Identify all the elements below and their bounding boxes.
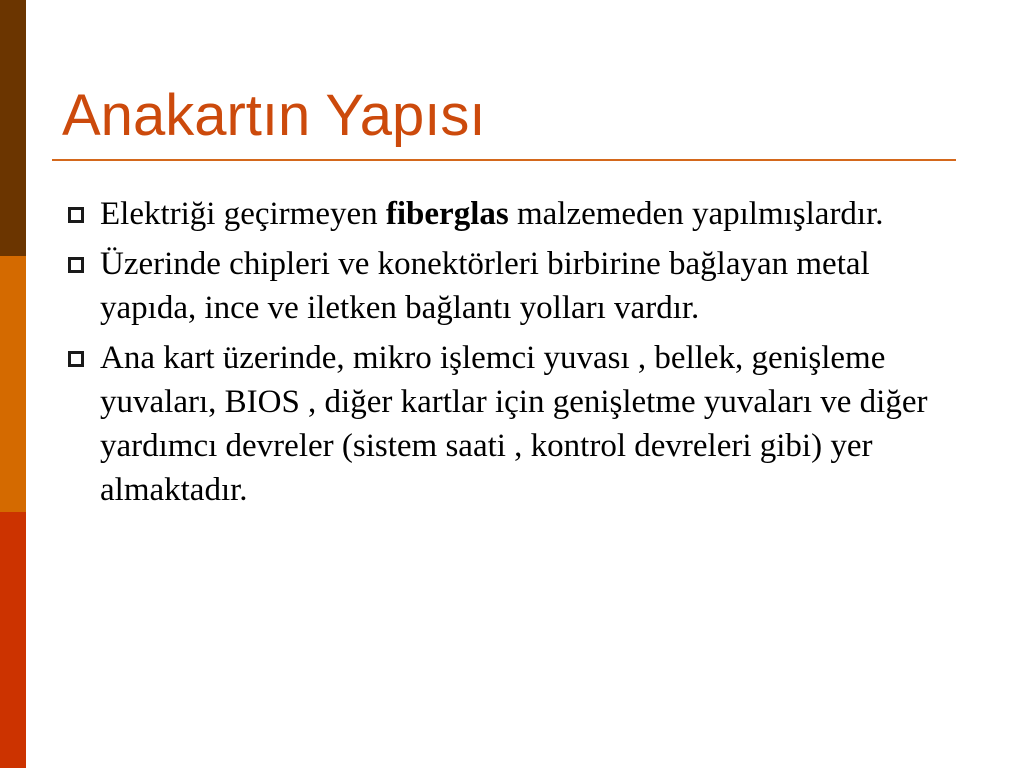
bullet-item: [62, 336, 962, 512]
side-bar-bottom: [0, 512, 26, 768]
slide-title: Anakartın Yapısı: [62, 83, 486, 148]
title-underline: [52, 159, 956, 161]
bullet-list: [62, 192, 962, 518]
hollow-square-bullet-icon: [68, 257, 84, 273]
hollow-square-bullet-icon: [68, 207, 84, 223]
side-bar-top: [0, 0, 26, 256]
bullet-text: Üzerinde chipleri ve konektörleri birbirine bağlayan metal yapıda, ince ve iletken bağlantı yolları vardır.: [100, 246, 870, 326]
bullet-text-part: Elektriği geçirmeyen: [100, 196, 386, 232]
bullet-item: [62, 192, 962, 236]
bullet-text-bold: fiberglas: [385, 196, 509, 232]
side-bar-middle: [0, 256, 26, 512]
bullet-text: [100, 196, 884, 232]
bullet-text: Ana kart üzerinde, mikro işlemci yuvası , bellek, genişleme yuvaları, BIOS , diğer kartlar için genişletme yuvaları ve diğer yardımcı devreler (sistem saati , kontrol devreleri gibi) yer almaktadır.: [100, 340, 928, 508]
bullet-item: [62, 242, 962, 330]
hollow-square-bullet-icon: [68, 351, 84, 367]
bullet-text-part: malzemeden yapılmışlardır.: [508, 196, 884, 232]
